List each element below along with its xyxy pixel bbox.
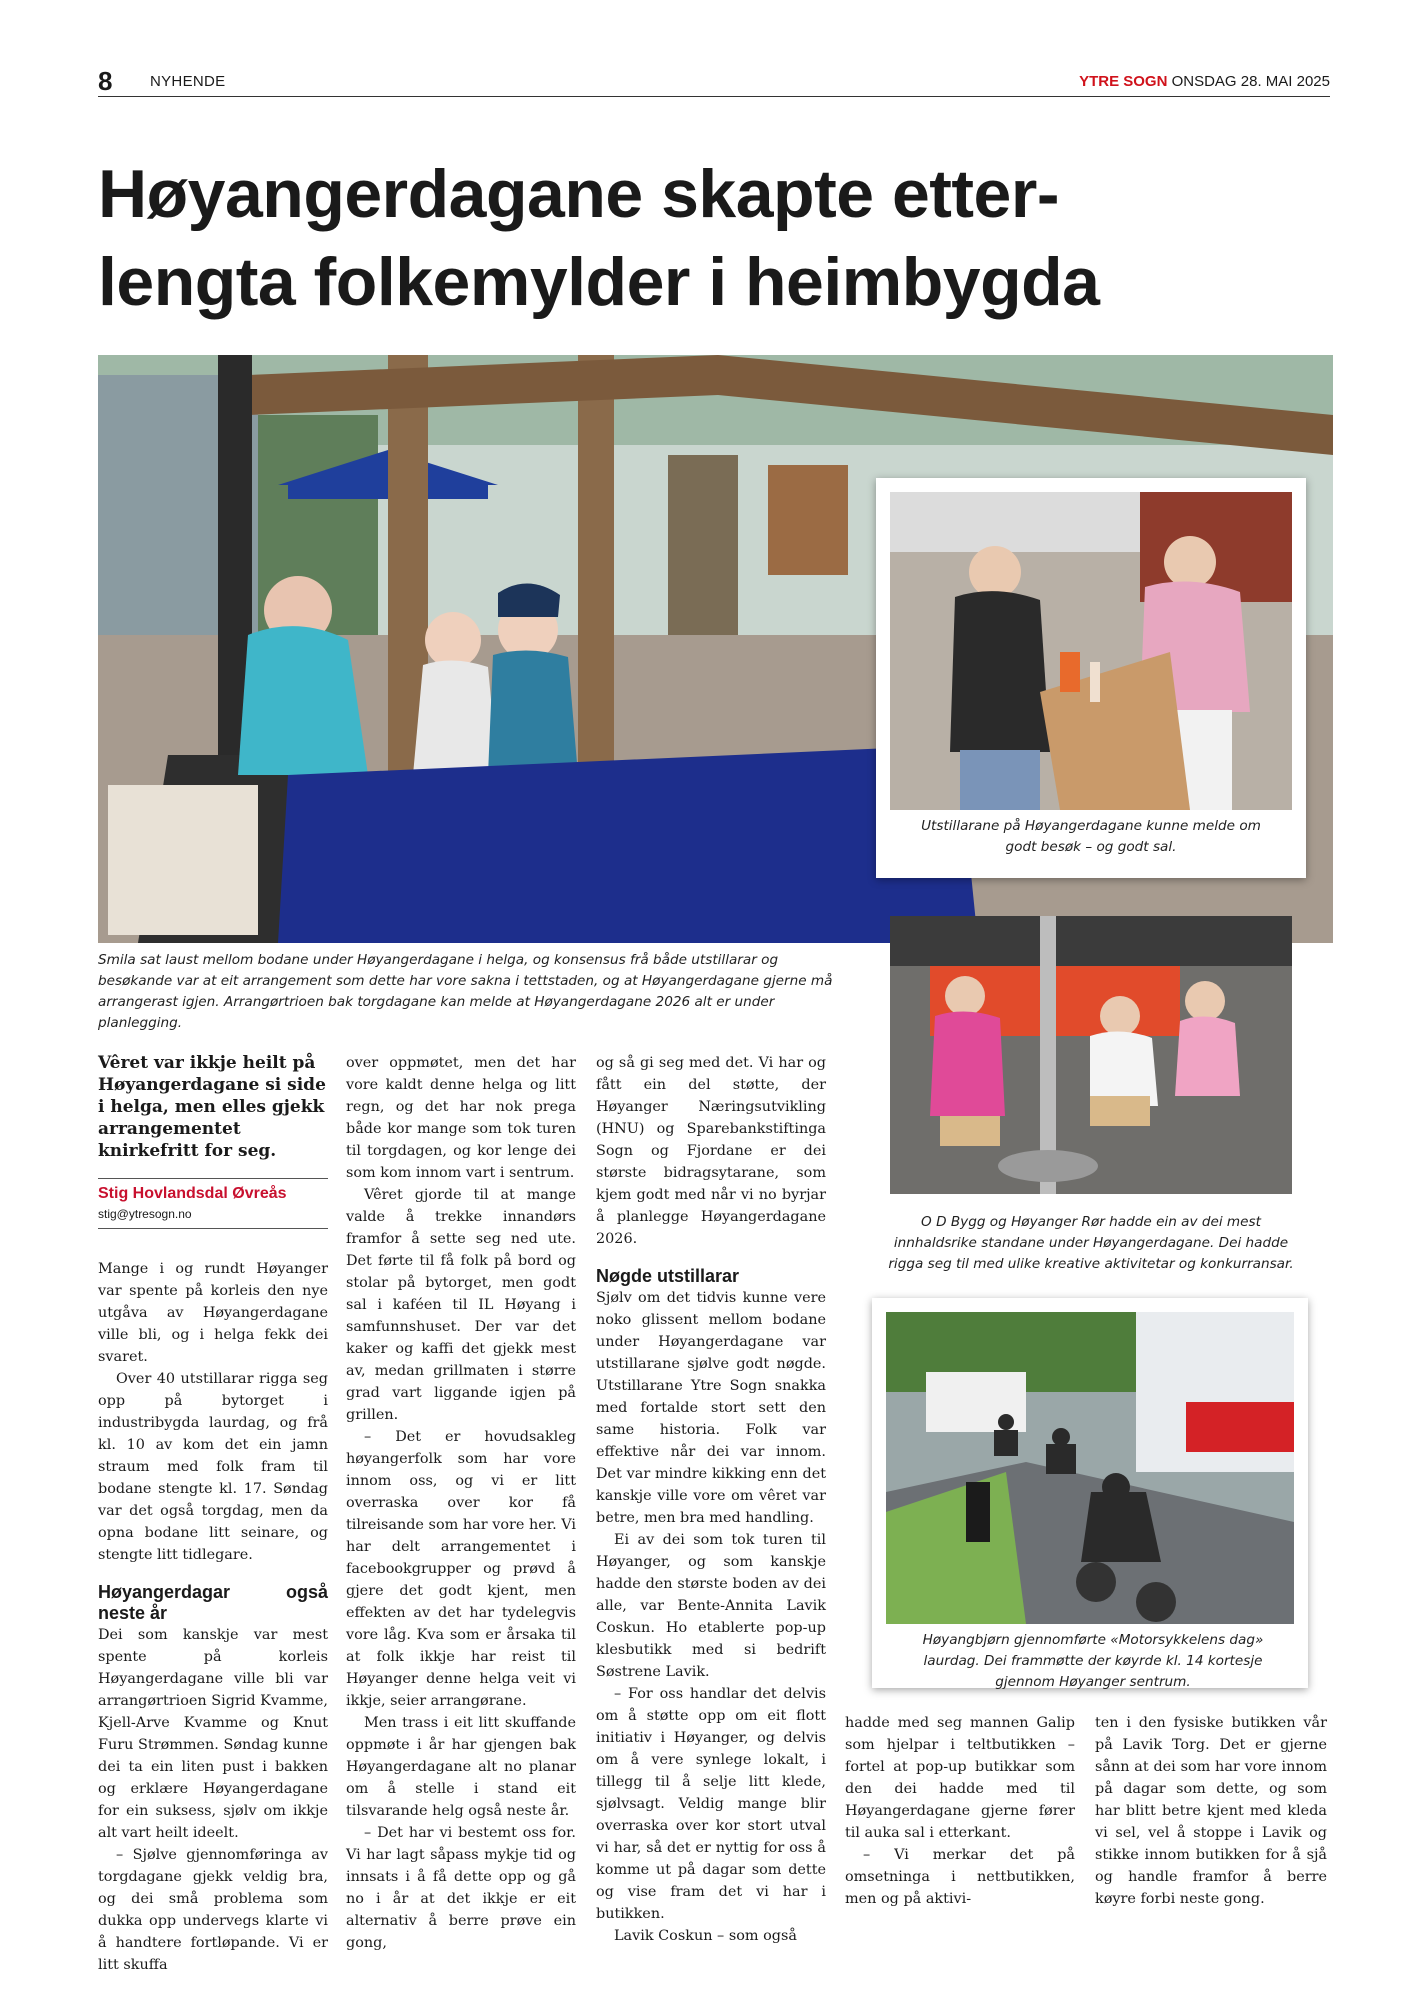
paragraph: over oppmøtet, men det har vore kaldt denne helga og litt regn, og det har nok prega både kor mange som tok turen til torgdagen, og kor lenge dei som kom innom vart i sentrum. <box>346 1055 576 1181</box>
paper-masthead <box>1079 73 1330 90</box>
paragraph: og så gi seg med det. Vi har og fått ein del støtte, der Høyanger Næringsutvikling (HNU) og Sparebankstiftinga Sogn og Fjordane er dei største bidragsytarane, som kjem godt med når vi no byrjar å planlegge Høyangerdagane 2026. <box>596 1055 826 1247</box>
paper-name: YTRE SOGN <box>1079 73 1168 90</box>
paragraph: Vêret gjorde til at mange valde å trekke innandørs framfor å sette seg ned ute. Det førte til få folk på bord og stolar på bytorget, men godt sal i kaféen til IL Høyang i samfunnshuset. Der var det kaker og kaffi det gjekk mest av, medan grillmaten i større grad vart liggande igjen på grillen. <box>346 1187 576 1423</box>
exhibitors-photo-card <box>876 478 1306 878</box>
article-column-1 <box>98 1258 328 1976</box>
byline-name: Stig Hovlandsdal Øvreås <box>98 1185 287 1202</box>
exhibitors-photo-caption: Utstillarane på Høyangerdagane kunne melde om godt besøk – og godt sal. <box>921 818 1261 855</box>
page-header <box>98 66 1330 97</box>
paragraph: – Sjølve gjennomføringa av torgdagane gjekk veldig bra, og dei små problema som dukka opp undervegs klarte vi å handtere fortløpande. Vi er litt skuffa <box>98 1847 328 1973</box>
paragraph: – For oss handlar det delvis om å støtte opp om eit flott initiativ i Høyanger, og delvis om å vere synlege lokalt, i tillegg til å selje litt klede, sjølvsagt. Veldig mange blir overraska over kor stort utval vi har, så det er nyttig for oss å komme ut på dagar som dette og vise fram det vi har i butikken. <box>596 1686 826 1922</box>
article-lead: Vêret var ikkje heilt på Høyangerdagane si side i helga, men elles gjekk arrangementet knirkefritt for seg. <box>98 1053 326 1161</box>
activities-photo <box>890 916 1292 1194</box>
byline-rule-top <box>98 1178 328 1179</box>
article-column-2 <box>346 1052 576 1954</box>
motorcycle-photo-card <box>872 1298 1308 1688</box>
activities-photo-caption: O D Bygg og Høyanger Rør hadde ein av dei mest innhaldsrike standane under Høyangerdagane. Dei hadde rigga seg til med ulike kreative aktivitetar og konkurransar. <box>888 1214 1294 1272</box>
subheading: Høyangerdagar også neste år <box>98 1582 328 1623</box>
paragraph: Dei som kanskje var mest spente på korleis Høyangerdagane ville bli var arrangørtrioen Sigrid Kvamme, Kjell-Arve Kvamme og Knut Furu Strømmen. Søndag kunne dei ta ein liten pust i bakken og erklære Høyangerdagane for ein suksess, sjølv om ikkje alt vart heilt ideelt. <box>98 1627 329 1841</box>
page-number: 8 <box>98 66 113 96</box>
issue-date: ONSDAG 28. MAI 2025 <box>1171 73 1330 90</box>
paragraph: Sjølv om det tidvis kunne vere noko glissent mellom bodane under Høyangerdagane var utstillarane sjølve godt nøgde. Utstillarane Ytre Sogn snakka med fortalde stort sett den same historia. Folk var effektive når dei var innom. Det var mindre kikking enn det kanskje ville vore om vêret var betre, men bra med handling. <box>596 1290 826 1526</box>
article-column-3 <box>596 1052 826 1947</box>
exhibitors-photo <box>890 492 1292 810</box>
main-photo-caption: Smila sat laust mellom bodane under Høyangerdagane i helga, og konsensus frå både utstillarar og besøkande var at eit arrangement som dette har vore sakna i tettstaden, og at Høyangerdagane gjerne må arrangerast igjen. Arrangørtrioen bak torgdagane kan melde at Høyangerdagane 2026 alt er under planlegging. <box>98 952 833 1031</box>
section-label: NYHENDE <box>150 73 226 90</box>
paragraph: Ei av dei som tok turen til Høyanger, og som kanskje hadde den største boden av dei alle, var Bente-Annita Lavik Coskun. Ho etablerte pop-up klesbutikk med si bedrift Søstrene Lavik. <box>596 1532 826 1680</box>
motorcycle-photo-caption: Høyangbjørn gjennomførte «Motorsykkelens dag» laurdag. Dei frammøtte der køyrde kl. 14 kortesje gjennom Høyanger sentrum. <box>922 1632 1264 1690</box>
paragraph: Over 40 utstillarar rigga seg opp på bytorget i industribygda laurdag, og frå kl. 10 av kom det ein jamn straum med folk fram til bodane stengte kl. 17. Søndag var det også torgdag, men da opna bodane litt seinare, og stengte litt tidlegare. <box>98 1371 328 1563</box>
headline-line-2: lengta folkemylder i heimbygda <box>98 244 1100 320</box>
paragraph: Lavik Coskun – som også <box>614 1928 797 1944</box>
paragraph: Men trass i eit litt skuffande oppmøte i år har gjengen bak Høyangerdagane alt no planar om å stelle i stand eit tilsvarande helg også neste år. <box>346 1715 576 1819</box>
paragraph: – Det har vi bestemt oss for. Vi har lagt såpass mykje tid og innsats i å få dette opp og gå no i år at det ikkje er eit alternativ å berre prøve ein gong, <box>346 1825 576 1951</box>
paragraph: ten i den fysiske butikken vår på Lavik Torg. Det er gjerne sånn at dei som har vore innom på dagar som dette, og som har blitt betre kjent med kleda vi sel, vel å stoppe i Lavik og stikke innom butikken for å sjå og handle framfor å berre køyre forbi neste gong. <box>1095 1715 1327 1907</box>
article-column-4 <box>845 1712 1075 1910</box>
byline-email: stig@ytresogn.no <box>98 1207 192 1221</box>
motorcycle-parade-illustration <box>886 1312 1294 1624</box>
exhibitors-illustration <box>890 492 1292 810</box>
byline-rule-bottom <box>98 1228 328 1229</box>
subheading: Nøgde utstillarar <box>596 1266 740 1286</box>
paragraph: hadde med seg mannen Galip som hjelpar i teltbutikken – fortel at pop-up butikkar som den dei hadde med til Høyangerdagane gjerne fører til auka sal i etterkant. <box>845 1715 1075 1841</box>
article-column-5 <box>1095 1712 1327 1910</box>
activities-illustration <box>890 916 1292 1194</box>
headline <box>98 150 1338 326</box>
paragraph: – Vi merkar det på omsetninga i nettbutikken, men og på aktivi- <box>845 1847 1075 1907</box>
paragraph: Mange i og rundt Høyanger var spente på korleis den nye utgåva av Høyangerdagane ville bli, og i helga fekk dei svaret. <box>98 1261 328 1365</box>
headline-line-1: Høyangerdagane skapte etter- <box>98 156 1059 232</box>
motorcycle-photo <box>886 1312 1294 1624</box>
paragraph: – Det er hovudsakleg høyangerfolk som har vore innom oss, og vi er litt overraska over kor få tilreisande som har vore her. Vi har delt arrangementet i facebookgrupper og prøvd å gjere det godt kjent, men effekten av det har tydelegvis vore låg. Kva som er årsaka til at folk ikkje har reist til Høyanger denne helga veit vi ikkje, seier arrangørane. <box>346 1429 576 1709</box>
